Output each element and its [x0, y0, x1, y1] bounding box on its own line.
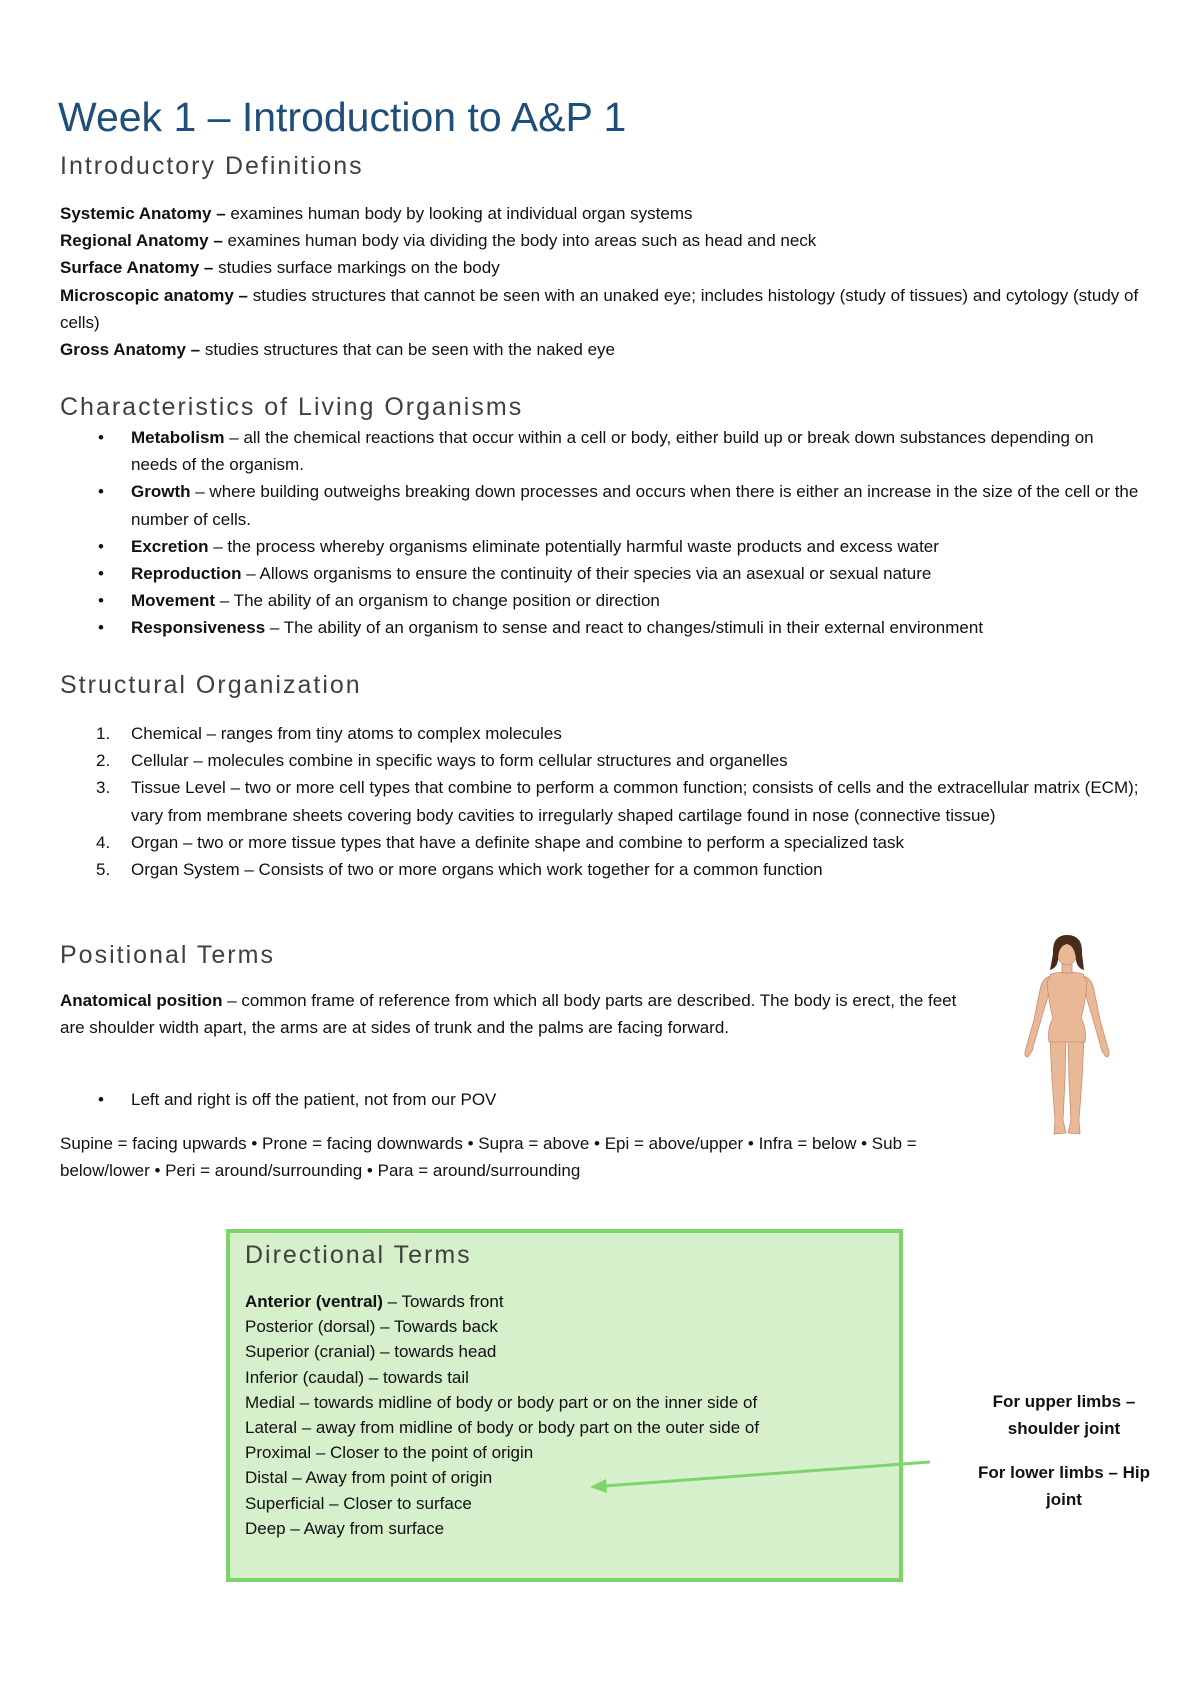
right-leg	[1068, 1038, 1084, 1134]
list-item	[98, 560, 1143, 587]
directional-term: Deep – Away from surface	[245, 1518, 445, 1538]
characteristic-term: Reproduction	[131, 564, 242, 584]
definition-text: examines human body by looking at individual organ systems	[230, 204, 693, 223]
characteristic-text: – where building outweighs breaking down processes and occurs when there is either an increase in the size of the cell or the number of cells.	[131, 482, 1139, 529]
list-item	[98, 478, 1143, 532]
positional-terms-paragraph: Supine = facing upwards • Prone = facing downwards • Supra = above • Epi = above/upper • Infra = below • Sub = below/lower • Peri = around/surrounding • Para = around/surrounding	[60, 1134, 917, 1181]
directional-term: Distal – Away from point of origin	[245, 1468, 493, 1488]
list-item	[96, 720, 1143, 747]
list-item	[98, 614, 1143, 641]
bullet-icon	[98, 587, 104, 614]
characteristic-text: – all the chemical reactions that occur within a cell or body, either build up or break down substances depending on needs of the organism.	[131, 428, 1094, 475]
list-item	[98, 533, 1143, 560]
left-arm	[1025, 976, 1051, 1057]
directional-term-bold: Anterior (ventral)	[245, 1292, 383, 1311]
bullet-icon	[98, 533, 104, 560]
list-number: 1.	[96, 724, 111, 743]
directional-term: Posterior (dorsal) – Towards back	[245, 1317, 498, 1337]
right-arm	[1083, 976, 1109, 1057]
characteristic-term: Growth	[131, 482, 191, 502]
definition-term: Regional Anatomy –	[60, 231, 223, 251]
bullet-icon	[98, 478, 104, 505]
anatomical-position-paragraph	[60, 987, 985, 1041]
definition-term: Gross Anatomy –	[60, 340, 201, 360]
characteristic-text: – The ability of an organism to sense and react to changes/stimuli in their external environment	[269, 618, 984, 638]
directional-term: Medial – towards midline of body or body part or on the inner side of	[245, 1392, 758, 1412]
section-heading-positional: Positional Terms	[60, 941, 275, 969]
structural-text: Tissue Level – two or more cell types that combine to perform a common function; consists of cells and the extracellular matrix (ECM); vary from membrane sheets covering body cavities to irregularly shaped cartilage found in nose (connective tissue)	[131, 778, 1139, 825]
characteristic-term: Metabolism	[131, 428, 225, 447]
characteristic-text: – The ability of an organism to change position or direction	[219, 591, 660, 611]
definition-term: Microscopic anatomy –	[60, 285, 249, 305]
list-number: 3.	[96, 778, 111, 798]
structural-text: Organ System – Consists of two or more organs which work together for a common function	[131, 860, 823, 880]
characteristics-list	[98, 424, 1143, 642]
structural-list	[96, 720, 1143, 883]
directional-term: Lateral – away from midline of body or body part on the outer side of	[245, 1418, 760, 1438]
section-heading-directional: Directional Terms	[245, 1241, 472, 1269]
list-item	[96, 774, 1143, 828]
list-item	[98, 424, 1143, 478]
list-item	[96, 747, 1143, 774]
directional-term: Inferior (caudal) – towards tail	[245, 1367, 469, 1387]
definition-item	[60, 336, 1140, 363]
bullet-icon	[98, 424, 104, 451]
definition-text: studies structures that can be seen with the naked eye	[204, 340, 616, 360]
definition-term: Surface Anatomy –	[60, 258, 214, 278]
characteristic-term: Movement	[131, 591, 216, 611]
directional-term-text: – Towards front	[387, 1292, 504, 1311]
list-number: 5.	[96, 860, 111, 880]
characteristic-text: – Allows organisms to ensure the continuity of their species via an asexual or sexual nature	[246, 564, 932, 584]
positional-bullet-text: Left and right is off the patient, not from our POV	[131, 1090, 497, 1109]
left-leg	[1050, 1038, 1066, 1134]
list-number: 4.	[96, 832, 111, 852]
anatomical-text: – common frame of reference from which all body parts are described. The body is erect, the feet are shoulder width apart, the arms are at sides of trunk and the palms are facing forward.	[60, 991, 957, 1038]
bullet-icon	[98, 614, 104, 641]
structural-text: Chemical – ranges from tiny atoms to complex molecules	[131, 724, 562, 743]
directional-term: Superior (cranial) – towards head	[245, 1342, 497, 1362]
torso	[1047, 972, 1087, 1042]
anatomical-term: Anatomical position	[60, 991, 223, 1010]
list-item	[98, 587, 1143, 614]
list-item	[96, 856, 1143, 883]
directional-term: Proximal – Closer to the point of origin	[245, 1443, 534, 1463]
definition-term: Systemic Anatomy –	[60, 204, 226, 223]
structural-text: Cellular – molecules combine in specific ways to form cellular structures and organelles	[131, 751, 788, 771]
characteristic-text: – the process whereby organisms eliminate potentially harmful waste products and excess water	[213, 536, 939, 556]
definition-text: studies surface markings on the body	[218, 258, 500, 278]
directional-term: Superficial – Closer to surface	[245, 1493, 472, 1513]
list-item	[96, 829, 1143, 856]
list-item	[98, 1086, 998, 1113]
anatomical-position-figure	[995, 930, 1140, 1140]
directional-terms-list	[245, 1289, 759, 1541]
structural-text: Organ – two or more tissue types that have a definite shape and combine to perform a specialized task	[131, 832, 904, 852]
section-heading-structural: Structural Organization	[60, 671, 362, 699]
definition-item	[60, 254, 1140, 281]
definition-item	[60, 200, 1140, 227]
side-note-lower-limbs: For lower limbs – Hip joint	[978, 1463, 1150, 1510]
definition-text: studies structures that cannot be seen with an unaked eye; includes histology (study of tissues) and cytology (study of cells)	[60, 285, 1139, 332]
page-title: Week 1 – Introduction to A&P 1	[58, 94, 627, 140]
section-heading-definitions: Introductory Definitions	[60, 152, 364, 180]
directional-terms-box	[226, 1229, 903, 1582]
directional-term	[245, 1289, 759, 1314]
list-number: 2.	[96, 751, 111, 771]
definitions-list	[60, 200, 1140, 363]
characteristic-term: Responsiveness	[131, 618, 266, 638]
bullet-icon	[98, 1086, 104, 1113]
definition-item	[60, 227, 1140, 254]
definition-text: examines human body via dividing the body into areas such as head and neck	[227, 231, 817, 251]
positional-bullet-list	[98, 1086, 998, 1113]
bullet-icon	[98, 560, 104, 587]
side-note-upper-limbs: For upper limbs – shoulder joint	[992, 1392, 1136, 1439]
characteristic-term: Excretion	[131, 536, 209, 556]
definition-item	[60, 282, 1140, 336]
section-heading-characteristics: Characteristics of Living Organisms	[60, 393, 524, 421]
